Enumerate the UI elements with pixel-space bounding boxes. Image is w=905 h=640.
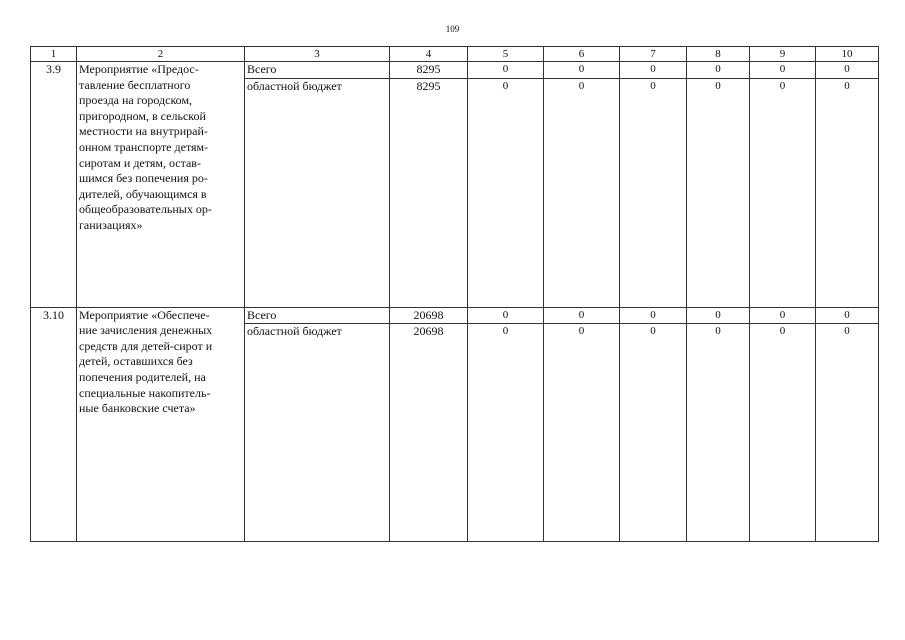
year-value: 0 bbox=[544, 62, 620, 79]
year-value: 0 bbox=[687, 62, 750, 79]
year-value: 0 bbox=[468, 78, 544, 307]
table-row bbox=[31, 62, 879, 79]
funding-source: Всего bbox=[245, 62, 390, 79]
page-number: 109 bbox=[445, 24, 460, 34]
column-header: 9 bbox=[750, 47, 816, 62]
column-header: 6 bbox=[544, 47, 620, 62]
row-description: Мероприятие «Обеспече- ние зачисления денежных средств для детей-сирот и детей, оставшихся без попечения родителей, на специальные накопитель- ные банковские счета» bbox=[77, 307, 245, 542]
year-value: 0 bbox=[620, 62, 687, 79]
total-value: 8295 bbox=[390, 62, 468, 79]
row-description: Мероприятие «Предос- тавление бесплатного проезда на городском, пригородном, в сельской местности на внутрирай- онном транспорте детям- сиротам и детям, остав- шимся без попечения ро- дителей, обучающимся в общеобразовательных ор- ганизациях» bbox=[77, 62, 245, 308]
table-row bbox=[31, 307, 879, 324]
total-value: 20698 bbox=[390, 307, 468, 324]
year-value: 0 bbox=[620, 78, 687, 307]
year-value: 0 bbox=[816, 62, 879, 79]
year-value: 0 bbox=[750, 324, 816, 542]
column-header: 10 bbox=[816, 47, 879, 62]
total-value: 20698 bbox=[390, 324, 468, 542]
year-value: 0 bbox=[816, 324, 879, 542]
funding-source: областной бюджет bbox=[245, 78, 390, 307]
year-value: 0 bbox=[620, 324, 687, 542]
row-code: 3.10 bbox=[31, 307, 77, 542]
funding-source: Всего bbox=[245, 307, 390, 324]
year-value: 0 bbox=[468, 307, 544, 324]
column-header: 5 bbox=[468, 47, 544, 62]
year-value: 0 bbox=[620, 307, 687, 324]
year-value: 0 bbox=[468, 324, 544, 542]
row-code: 3.9 bbox=[31, 62, 77, 308]
year-value: 0 bbox=[750, 78, 816, 307]
year-value: 0 bbox=[750, 307, 816, 324]
year-value: 0 bbox=[687, 324, 750, 542]
column-header: 2 bbox=[77, 47, 245, 62]
year-value: 0 bbox=[816, 307, 879, 324]
column-header: 3 bbox=[245, 47, 390, 62]
header-row bbox=[31, 47, 879, 62]
year-value: 0 bbox=[750, 62, 816, 79]
year-value: 0 bbox=[687, 78, 750, 307]
total-value: 8295 bbox=[390, 78, 468, 307]
budget-table bbox=[30, 46, 879, 542]
year-value: 0 bbox=[687, 307, 750, 324]
year-value: 0 bbox=[544, 307, 620, 324]
column-header: 8 bbox=[687, 47, 750, 62]
funding-source: областной бюджет bbox=[245, 324, 390, 542]
year-value: 0 bbox=[544, 324, 620, 542]
column-header: 4 bbox=[390, 47, 468, 62]
year-value: 0 bbox=[468, 62, 544, 79]
year-value: 0 bbox=[816, 78, 879, 307]
year-value: 0 bbox=[544, 78, 620, 307]
column-header: 1 bbox=[31, 47, 77, 62]
column-header: 7 bbox=[620, 47, 687, 62]
